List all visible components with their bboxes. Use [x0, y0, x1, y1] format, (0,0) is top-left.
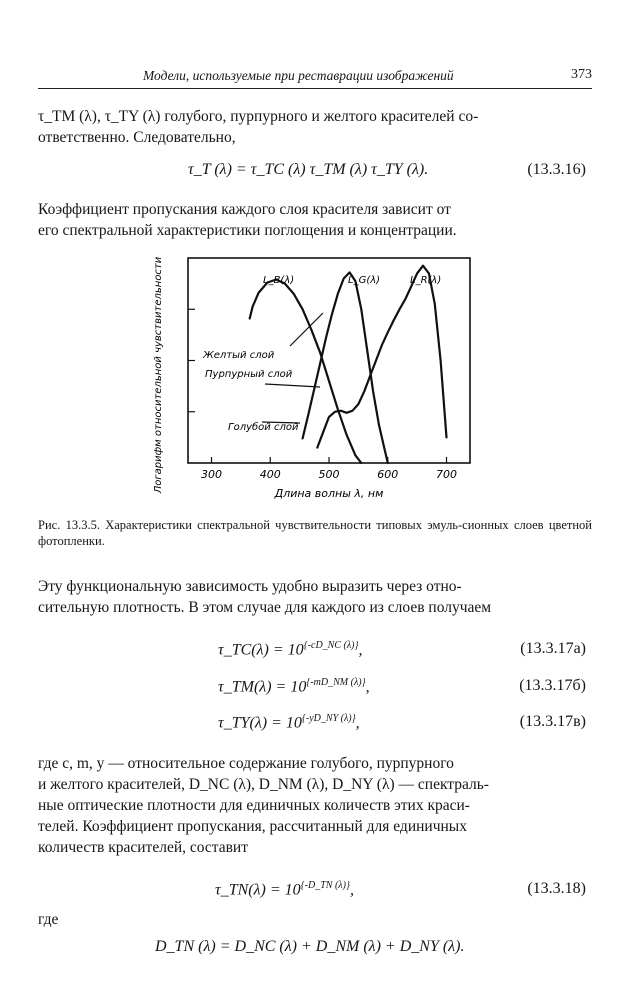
- paragraph-2-line-2: его спектральной характеристики поглощения и концентрации.: [38, 222, 457, 239]
- running-header: [38, 66, 592, 89]
- x-tick-label-400: 400: [259, 468, 281, 481]
- equation-13-3-17b: τ_TM(λ) = $10^{\{-mD\_NM (\lambda)\}}$,: [218, 677, 370, 696]
- equation-13-3-17a-lhs: τ_TC(λ) = 10: [218, 641, 304, 659]
- equation-number-13-3-17c: (13.3.17в): [519, 713, 586, 730]
- equation-13-3-18: τ_TN(λ) = $10^{\{-D\_TN (\lambda)\}}$,: [215, 880, 354, 899]
- series-label-b: L_B(λ): [263, 275, 295, 286]
- paragraph-4-line-5: количеств красителей, составит: [38, 839, 248, 856]
- equation-13-3-17c-exp: {-yD_NY (λ)}: [301, 713, 356, 724]
- series-line-lg: [303, 272, 388, 463]
- equation-13-3-17a: τ_TC(λ) = $10^{\{-cD\_NC (\lambda)\}}$,: [218, 640, 363, 659]
- x-tick-label-500: 500: [318, 468, 340, 481]
- paragraph-3-line-2: сительную плотность. В этом случае для каждого из слоев получаем: [38, 599, 492, 616]
- paragraph-2-line-1: Коэффициент пропускания каждого слоя красителя зависит от: [38, 201, 451, 218]
- paragraph-4-line-2: и желтого красителей, D_NC (λ), D_NM (λ), D_NY (λ) — спектраль-: [38, 776, 489, 793]
- series-group: [250, 266, 447, 463]
- figure-caption: Рис. 13.3.5. Характеристики спектральной чувствительности типовых эмуль-сионных слоев цветной фотопленки.: [38, 518, 592, 548]
- equation-number-13-3-16: (13.3.16): [527, 161, 586, 178]
- equation-number-13-3-17b: (13.3.17б): [519, 677, 586, 694]
- x-tick-label-600: 600: [377, 468, 399, 481]
- annotation-yellow-layer: Желтый слой: [203, 350, 275, 361]
- series-label-g: L_G(λ): [348, 275, 381, 286]
- page-number: 373: [571, 67, 592, 82]
- header-title: Модели, используемые при реставрации изображений: [143, 68, 454, 83]
- pointer-magenta-layer: [265, 384, 320, 387]
- equation-number-13-3-17a: (13.3.17a): [520, 640, 586, 657]
- paragraph-4-line-1: где c, m, y — относительное содержание голубого, пурпурного: [38, 755, 454, 772]
- where-label: где: [38, 911, 59, 928]
- paragraph-4-line-4: телей. Коэффициент пропускания, рассчитанный для единичных: [38, 818, 467, 835]
- x-tick-label-700: 700: [436, 468, 457, 481]
- spectral-sensitivity-figure: [140, 250, 480, 510]
- equation-13-3-17a-exp: {-cD_NC (λ)}: [303, 640, 359, 651]
- equation-13-3-17c: τ_TY(λ) = $10^{\{-yD\_NY (\lambda)\}}$,: [218, 713, 360, 732]
- equation-13-3-17b-exp: {-mD_NM (λ)}: [306, 677, 366, 688]
- equation-13-3-18-exp: {-D_TN (λ)}: [300, 880, 350, 891]
- equation-13-3-17b-lhs: τ_TM(λ) = 10: [218, 678, 307, 696]
- x-ticks: [201, 457, 457, 481]
- series-label-r: L_R(λ): [410, 275, 442, 286]
- annotation-magenta-layer: Пурпурный слой: [205, 369, 293, 380]
- equation-13-3-16: τ_T (λ) = τ_TC (λ) τ_TM (λ) τ_TY (λ).: [188, 161, 429, 178]
- intro-line-2: ответственно. Следовательно,: [38, 129, 236, 146]
- equation-13-3-17c-lhs: τ_TY(λ) = 10: [218, 714, 302, 732]
- equation-final: D_TN (λ) = D_NC (λ) + D_NM (λ) + D_NY (λ).: [155, 938, 465, 955]
- paragraph-3-line-1: Эту функциональную зависимость удобно выразить через отно-: [38, 578, 462, 595]
- intro-line-1: τ_TM (λ), τ_TY (λ) голубого, пурпурного и желтого красителей со-: [38, 108, 479, 125]
- annotation-cyan-layer: Голубой слой: [228, 422, 299, 433]
- equation-13-3-18-lhs: τ_TN(λ) = 10: [215, 881, 301, 899]
- series-line-lr: [317, 266, 446, 448]
- equation-number-13-3-18: (13.3.18): [527, 880, 586, 897]
- y-ticks: [188, 309, 195, 412]
- x-tick-label-300: 300: [201, 468, 222, 481]
- paragraph-4-line-3: ные оптические плотности для единичных количеств этих краси-: [38, 797, 470, 814]
- x-axis-label: Длина волны λ, нм: [274, 487, 384, 500]
- y-axis-label: Логарифм относительной чувствительности: [153, 256, 164, 494]
